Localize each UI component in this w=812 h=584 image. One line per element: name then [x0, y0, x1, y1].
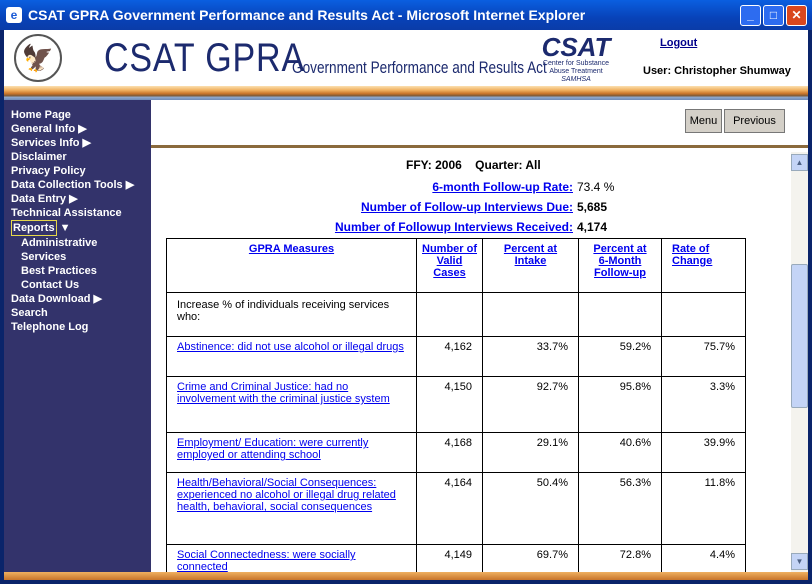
table-row	[167, 337, 746, 377]
nav-general-info[interactable]: General Info ▶	[11, 123, 87, 135]
col-rate-of-change[interactable]: Rate of Change	[672, 243, 713, 267]
measure-link[interactable]: Health/Behavioral/Social Consequences: experienced no alcohol or illegal drug related health, behavioral, social consequences	[177, 477, 396, 513]
scroll-up-arrow-icon[interactable]: ▲	[791, 154, 808, 171]
logout-link[interactable]: Logout	[660, 37, 698, 49]
header-stripe	[4, 86, 808, 100]
scroll-down-arrow-icon[interactable]: ▼	[791, 553, 808, 570]
minimize-button[interactable]: _	[740, 5, 761, 26]
table-row	[167, 473, 746, 545]
window-title-bar	[0, 0, 812, 30]
chevron-down-icon: ▼	[59, 222, 71, 234]
site-title: CSAT GPRA	[104, 36, 305, 80]
intake-cell: 29.1%	[483, 433, 579, 473]
valid-cases-cell: 4,168	[417, 433, 483, 473]
change-cell: 11.8%	[662, 473, 746, 545]
col-valid-cases[interactable]: Number of Valid Cases	[422, 243, 477, 279]
nav-best-practices[interactable]: Best Practices	[21, 265, 97, 277]
vertical-scrollbar[interactable]	[791, 152, 808, 572]
change-cell: 4.4%	[662, 545, 746, 573]
followup-cell: 72.8%	[579, 545, 662, 573]
menu-button[interactable]: Menu	[685, 109, 722, 133]
toolbar	[151, 100, 808, 148]
interviews-received-value: 4,174	[577, 220, 608, 234]
intro-text: Increase % of individuals receiving services who:	[167, 293, 417, 337]
user-name: User: Christopher Shumway	[643, 65, 791, 77]
interviews-due-label: Number of Follow-up Interviews Due:	[360, 200, 573, 214]
nav-search[interactable]: Search	[11, 307, 48, 319]
measure-link[interactable]: Crime and Criminal Justice: had no involvement with the criminal justice system	[177, 381, 390, 405]
interviews-received-label: Number of Followup Interviews Received:	[334, 220, 573, 234]
followup-cell: 59.2%	[579, 337, 662, 377]
col-percent-intake[interactable]: Percent at Intake	[503, 243, 558, 267]
nav-data-entry[interactable]: Data Entry ▶	[11, 193, 78, 205]
valid-cases-cell: 4,162	[417, 337, 483, 377]
site-subtitle: Government Performance and Results Act	[292, 58, 547, 77]
table-row	[167, 545, 746, 573]
report-content	[151, 152, 791, 572]
scroll-thumb[interactable]	[791, 264, 808, 408]
nav-telephone-log[interactable]: Telephone Log	[11, 321, 89, 333]
nav-administrative[interactable]: Administrative	[21, 237, 98, 249]
nav-data-collection-tools[interactable]: Data Collection Tools ▶	[11, 179, 135, 191]
ie-icon: e	[6, 7, 22, 23]
valid-cases-cell: 4,164	[417, 473, 483, 545]
intake-cell: 33.7%	[483, 337, 579, 377]
nav-disclaimer[interactable]: Disclaimer	[11, 151, 67, 163]
nav-technical-assistance[interactable]: Technical Assistance	[11, 207, 122, 219]
change-cell: 39.9%	[662, 433, 746, 473]
col-percent-followup[interactable]: Percent at 6-Month Follow-up	[593, 243, 647, 279]
page-header	[4, 30, 808, 88]
change-cell: 3.3%	[662, 377, 746, 433]
valid-cases-cell: 4,149	[417, 545, 483, 573]
previous-button[interactable]: Previous	[724, 109, 785, 133]
table-header-row	[167, 239, 746, 293]
followup-rate-value: 73.4 %	[577, 180, 615, 194]
intake-cell: 92.7%	[483, 377, 579, 433]
col-gpra-measures[interactable]: GPRA Measures	[248, 243, 335, 255]
maximize-button[interactable]: □	[763, 5, 784, 26]
nav-services-info[interactable]: Services Info ▶	[11, 137, 91, 149]
table-intro-row	[167, 293, 746, 337]
gpra-measures-table	[166, 238, 746, 572]
followup-rate-label: 6-month Follow-up Rate:	[432, 180, 573, 194]
intake-cell: 69.7%	[483, 545, 579, 573]
window-title: CSAT GPRA Government Performance and Results Act - Microsoft Internet Explorer	[28, 7, 586, 23]
nav-data-download[interactable]: Data Download ▶	[11, 293, 102, 305]
csat-logo: CSAT Center for Substance Abuse Treatment SAMHSA	[541, 32, 611, 83]
close-button[interactable]: ✕	[786, 5, 807, 26]
table-row	[167, 433, 746, 473]
valid-cases-cell: 4,150	[417, 377, 483, 433]
sidebar-nav	[4, 100, 151, 572]
followup-cell: 40.6%	[579, 433, 662, 473]
footer-stripe	[4, 572, 808, 580]
followup-cell: 95.8%	[579, 377, 662, 433]
fiscal-year-filter: FFY: 2006 Quarter: All	[406, 158, 541, 172]
change-cell: 75.7%	[662, 337, 746, 377]
hhs-seal-logo: 🦅	[14, 34, 62, 82]
measure-link[interactable]: Abstinence: did not use alcohol or illegal drugs	[177, 341, 404, 353]
nav-reports[interactable]: Reports ▼	[13, 222, 71, 234]
interviews-due-value: 5,685	[577, 200, 608, 214]
table-row	[167, 377, 746, 433]
intake-cell: 50.4%	[483, 473, 579, 545]
nav-services[interactable]: Services	[21, 251, 67, 263]
nav-contact-us[interactable]: Contact Us	[21, 279, 80, 291]
measure-link[interactable]: Social Connectedness: were socially connected	[177, 549, 356, 572]
nav-home-page[interactable]: Home Page	[11, 109, 71, 121]
nav-privacy-policy[interactable]: Privacy Policy	[11, 165, 86, 177]
measure-link[interactable]: Employment/ Education: were currently employed or attending school	[177, 437, 369, 461]
followup-cell: 56.3%	[579, 473, 662, 545]
